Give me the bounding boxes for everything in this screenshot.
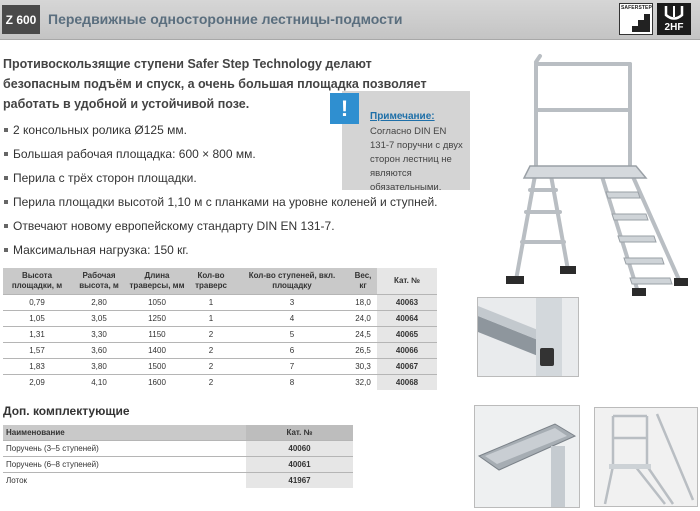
- table-row: [3, 294, 437, 310]
- cell: 26,5: [349, 342, 377, 358]
- cell: 1400: [127, 342, 187, 358]
- table-row: [3, 326, 437, 342]
- col-cat-no: Кат. №: [377, 268, 437, 294]
- page-header: [0, 0, 700, 40]
- col-weight: Вес, кг: [349, 268, 377, 294]
- col-name: Наименование: [3, 425, 246, 440]
- table-row: [3, 440, 353, 456]
- cell: 3,80: [71, 358, 127, 374]
- spec-table: [3, 268, 437, 390]
- cell: 3,60: [71, 342, 127, 358]
- cell: 1: [187, 294, 235, 310]
- table-row: [3, 374, 437, 390]
- cell: 1250: [127, 310, 187, 326]
- feature-item: Большая рабочая площадка: 600 × 800 мм.: [3, 146, 438, 170]
- note-text: Согласно DIN EN 131-7 поручни с двух сторон лестниц не являются обязательными.: [370, 126, 463, 193]
- cell-cat-no: 40066: [377, 342, 437, 358]
- cell: 2: [187, 342, 235, 358]
- cell: 2,80: [71, 294, 127, 310]
- feature-item: Перила с трёх сторон площадки.: [3, 170, 438, 194]
- cell-cat-no: 40067: [377, 358, 437, 374]
- table-row: [3, 358, 437, 374]
- col-step-count: Кол-во ступеней, вкл. площадку: [235, 268, 349, 294]
- cell: 6: [235, 342, 349, 358]
- ladder-with-handrail-image: [594, 407, 698, 507]
- cell: 24,0: [349, 310, 377, 326]
- cell: 1600: [127, 374, 187, 390]
- cell-cat-no: 40064: [377, 310, 437, 326]
- step-detail-svg: [478, 298, 579, 377]
- cell: 2: [187, 374, 235, 390]
- col-working-height: Рабочая высота, м: [71, 268, 127, 294]
- cell: 1,83: [3, 358, 71, 374]
- cell: 1,31: [3, 326, 71, 342]
- cell: 3,05: [71, 310, 127, 326]
- table-header-row: [3, 425, 353, 440]
- cell: Поручень (3–5 ступеней): [3, 440, 246, 456]
- product-intro: Противоскользящие ступени Safer Step Technology делают безопасным подъём и спуск, а очень большая площадка позволяет работать в удобной и устойчивой позе.: [3, 57, 427, 111]
- table-row: [3, 456, 353, 472]
- 2hf-logo: [657, 3, 691, 35]
- cell: 8: [235, 374, 349, 390]
- cell: 4,10: [71, 374, 127, 390]
- 2hf-logo-label: 2HF: [664, 22, 684, 33]
- page-title: Передвижные односторонние лестницы-подмости: [48, 11, 403, 27]
- ladder-handrail-svg: [595, 408, 698, 507]
- cell-cat-no: 40068: [377, 374, 437, 390]
- col-platform-height: Высота площадки, м: [3, 268, 71, 294]
- platform-ladder-image: [480, 42, 698, 304]
- table-row: [3, 342, 437, 358]
- cell: 30,3: [349, 358, 377, 374]
- col-cat-no: Кат. №: [246, 425, 353, 440]
- feature-item: Максимальная нагрузка: 150 кг.: [3, 242, 438, 266]
- cell: 2: [187, 326, 235, 342]
- step-detail-image: [477, 297, 579, 377]
- product-code-badge: Z 600: [2, 5, 40, 34]
- cell-cat-no: 40060: [246, 440, 353, 456]
- cell: 24,5: [349, 326, 377, 342]
- tray-image: [474, 405, 580, 508]
- cell: 3: [235, 294, 349, 310]
- saferstep-logo: [619, 3, 653, 35]
- cell: 0,79: [3, 294, 71, 310]
- cell: 1,57: [3, 342, 71, 358]
- col-traverse-count: Кол-во траверс: [187, 268, 235, 294]
- cell: 1500: [127, 358, 187, 374]
- saferstep-logo-label: SAFERSTEP: [621, 5, 652, 11]
- cell: 32,0: [349, 374, 377, 390]
- table-row: [3, 310, 437, 326]
- cell: 1150: [127, 326, 187, 342]
- col-traverse-length: Длина траверсы, мм: [127, 268, 187, 294]
- exclamation-icon: !: [330, 93, 359, 124]
- cell: 5: [235, 326, 349, 342]
- tray-svg: [475, 406, 580, 508]
- handrail-icon: [657, 3, 691, 23]
- cell: 1050: [127, 294, 187, 310]
- cell: 4: [235, 310, 349, 326]
- cell-cat-no: 40061: [246, 456, 353, 472]
- cell-cat-no: 40065: [377, 326, 437, 342]
- cell: 2: [187, 358, 235, 374]
- cell: 1,05: [3, 310, 71, 326]
- accessories-table: [3, 425, 353, 488]
- cell: 18,0: [349, 294, 377, 310]
- table-header-row: [3, 268, 437, 294]
- cell: 1: [187, 310, 235, 326]
- feature-item: 2 консольных ролика Ø125 мм.: [3, 122, 438, 146]
- cell: 2,09: [3, 374, 71, 390]
- table-row: [3, 472, 353, 488]
- note-title: Примечание:: [370, 111, 435, 122]
- cell: 7: [235, 358, 349, 374]
- cell-cat-no: 40063: [377, 294, 437, 310]
- cell: Поручень (6–8 ступеней): [3, 456, 246, 472]
- cell: Лоток: [3, 472, 246, 488]
- accessories-title: Доп. комплектующие: [3, 404, 130, 418]
- feature-item: Перила площадки высотой 1,10 м с планками на уровне коленей и ступней.: [3, 194, 438, 218]
- feature-item: Отвечают новому европейскому стандарту DIN EN 131-7.: [3, 218, 438, 242]
- cell-cat-no: 41967: [246, 472, 353, 488]
- cell: 3,30: [71, 326, 127, 342]
